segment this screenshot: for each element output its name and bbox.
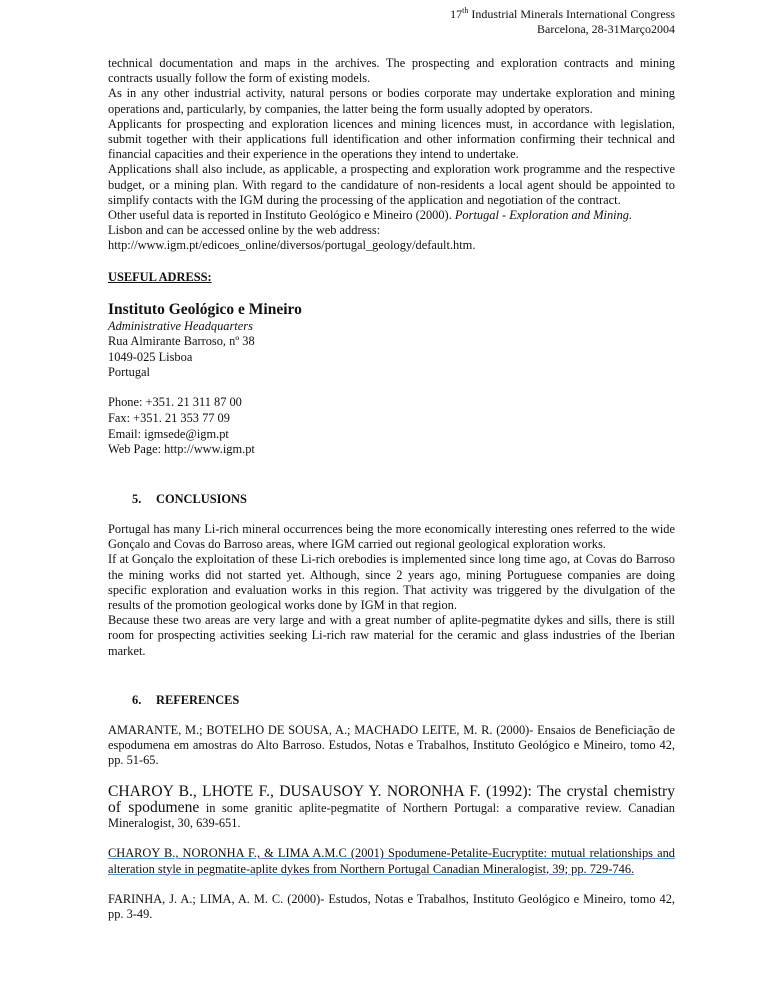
conclusions-section [108,522,675,659]
conclusions-paragraph-1: Portugal has many Li-rich mineral occurrences being the more economically interesting ones referred to the wide Gonçalo and Covas do Barroso areas, where IGM carried out regional geological exploration works. [108,522,675,552]
references-heading [132,693,675,708]
intro-p5-end: Lisbon and can be accessed online by the web address: [108,223,381,238]
congress-title [450,7,675,22]
congress-location: Barcelona, 28-31Março2004 [537,22,675,36]
reference-charoy-1992-lead: CHAROY B., LHOTE F., DUSAUSOY Y. NORONHA F. (1992): The crystal chemistry of spodumene [108,782,675,816]
reference-amarante: AMARANTE, M.; BOTELHO DE SOUSA, A.; MACHADO LEITE, M. R. (2000)- Ensaios de Beneficiação de espodumena em amostras do Alto Barroso. Estudos, Notas e Trabalhos, Instituto Geológico e Mineiro, tomo 42, pp. 51-65. [108,723,675,768]
intro-paragraph-2: As in any other industrial activity, natural persons or bodies corporate may undertake exploration and mining operations and, particularly, by companies, the latter being the form usually adopted by operators. [108,86,675,116]
references-section [108,723,675,922]
references-number: 6. [132,692,142,707]
conclusions-paragraph-2: If at Gonçalo the exploitation of these Li-rich orebodies is implemented since long time ago, at Covas do Barroso the mining works did not started yet. Although, since 2 years ago, mining Portuguese companies are doing specific exploration and evaluation works in this region. That activity was triggered by the divulgation of the results of the promotion geological works done by IGM in that region. [108,552,675,613]
contact-block [108,395,675,457]
intro-paragraph-4: Applications shall also include, as applicable, a prospecting and exploration work programme and the respective budget, or a mining plan. With regard to the candidature of non-residents a local agent should be appointed to simplify contacts with the IGM during the processing of the application and negotiation of the contract. [108,162,675,207]
reference-charoy-1992-rest: in some granitic aplite-pegmatite of Northern Portugal: a comparative review. Canadian Mineralogist, 30, 639-651. [108,800,675,831]
address-country: Portugal [108,365,150,380]
conclusions-heading [132,492,675,507]
contact-web[interactable]: Web Page: http://www.igm.pt [108,442,255,457]
conclusions-title: CONCLUSIONS [156,491,247,506]
reference-charoy-2001[interactable]: CHAROY B., NORONHA F., & LIMA A.M.C (2001) Spodumene-Petalite-Eucryptite: mutual relationships and alteration style in pegmatite-aplite dykes from Northern Portugal Canadian Mineralogist, 39; pp. 729-746. [108,846,675,876]
address-postcode: 1049-025 Lisboa [108,349,193,364]
intro-paragraph-5 [108,208,675,223]
contact-email[interactable]: Email: igmsede@igm.pt [108,426,229,441]
intro-p5-start: Other useful data is reported in Instituto Geológico e Mineiro (2000). [108,208,455,223]
reference-charoy-1992 [108,784,675,832]
institute-department: Administrative Headquarters [108,318,253,333]
address-block [108,319,675,381]
intro-paragraph-3: Applicants for prospecting and exploration licences and mining licences must, in accordance with legislation, submit together with their applications full identification and other information confirming their technical and financial capacities and their experience in the operations they intend to undertake. [108,116,675,162]
institute-name: Instituto Geológico e Mineiro [108,300,302,318]
intro-paragraph-1: technical documentation and maps in the archives. The prospecting and exploration contracts and mining contracts usually follow the form of existing models. [108,56,675,86]
references-title: REFERENCES [156,692,240,707]
intro-section [108,56,675,254]
igm-geology-url[interactable]: http://www.igm.pt/edicoes_online/diversos/portugal_geology/default.htm. [108,238,476,253]
congress-name: Industrial Minerals International Congress [471,7,675,21]
contact-phone: Phone: +351. 21 311 87 00 [108,395,242,410]
address-street: Rua Almirante Barroso, nº 38 [108,334,255,349]
reference-farinha: FARINHA, J. A.; LIMA, A. M. C. (2000)- Estudos, Notas e Trabalhos, Instituto Geológico e Mineiro, tomo 42, pp. 3-49. [108,891,675,921]
congress-ordinal: 17 [450,7,463,21]
useful-address-heading: USEFUL ADRESS: [108,269,212,284]
contact-fax: Fax: +351. 21 353 77 09 [108,411,230,426]
conclusions-number: 5. [132,491,142,506]
page-body [108,56,675,922]
page-header [450,7,675,37]
conclusions-paragraph-3: Because these two areas are very large and with a great number of aplite-pegmatite dykes and sills, there is still room for prospecting activities seeking Li-rich raw material for the ceramic and glass industries of the Iberian market. [108,613,675,658]
intro-p5-italic: Portugal - Exploration and Mining. [454,208,633,223]
congress-ordinal-suffix: th [462,6,469,15]
